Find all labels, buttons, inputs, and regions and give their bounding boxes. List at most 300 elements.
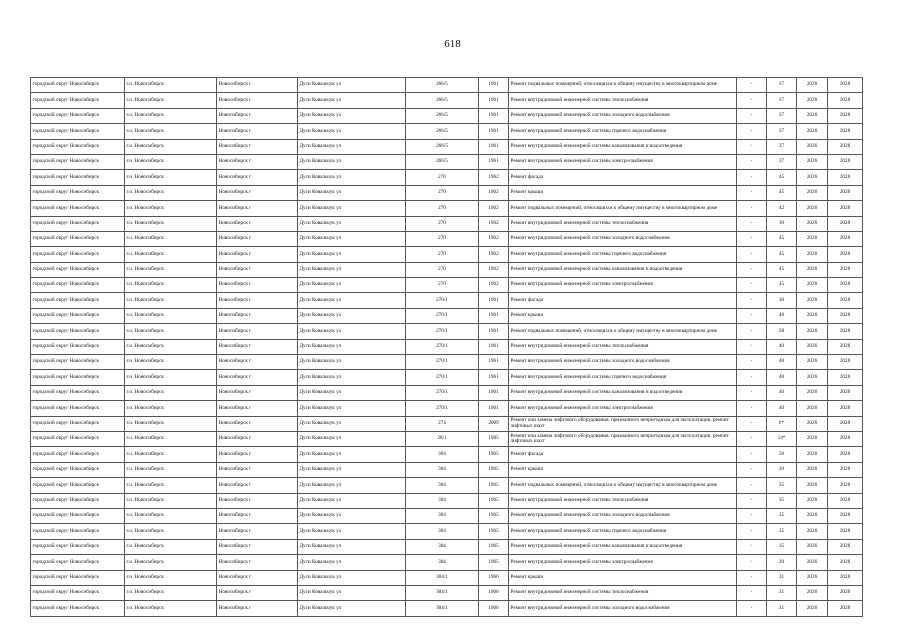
work-type-cell: Ремонт фасада — [509, 447, 737, 462]
dash-cell: - — [737, 355, 767, 370]
street-cell: Дуси Ковальчук ул — [298, 447, 406, 462]
municipality-cell: г.о. Новосибирск — [125, 447, 217, 462]
start-year-cell: 2026 — [797, 293, 828, 308]
value-cell: 45 — [767, 170, 797, 185]
table-row — [31, 324, 863, 339]
district-cell: городской округ Новосибирск — [31, 247, 125, 262]
street-cell: Дуси Ковальчук ул — [298, 154, 406, 169]
build-year-cell: 1961 — [479, 401, 509, 416]
table-row — [31, 139, 863, 154]
build-year-cell: 1961 — [479, 93, 509, 108]
city-cell: Новосибирск г — [217, 555, 298, 570]
city-cell: Новосибирск г — [217, 124, 298, 139]
end-year-cell: 2028 — [828, 555, 863, 570]
street-cell: Дуси Ковальчук ул — [298, 585, 406, 600]
municipality-cell: г.о. Новосибирск — [125, 416, 217, 431]
house-number-cell: 266/5 — [406, 154, 479, 169]
work-type-cell: Ремонт крыши — [509, 462, 737, 477]
street-cell: Дуси Ковальчук ул — [298, 324, 406, 339]
city-cell: Новосибирск г — [217, 139, 298, 154]
municipality-cell: г.о. Новосибирск — [125, 370, 217, 385]
work-type-cell: Ремонт крыши — [509, 570, 737, 585]
dash-cell: - — [737, 124, 767, 139]
start-year-cell: 2026 — [797, 185, 828, 200]
municipality-cell: г.о. Новосибирск — [125, 478, 217, 493]
table-row — [31, 401, 863, 416]
end-year-cell: 2028 — [828, 539, 863, 554]
dash-cell: - — [737, 539, 767, 554]
build-year-cell: 1962 — [479, 247, 509, 262]
start-year-cell: 2026 — [797, 78, 828, 93]
end-year-cell: 2028 — [828, 308, 863, 323]
dash-cell: - — [737, 370, 767, 385]
build-year-cell: 1962 — [479, 170, 509, 185]
build-year-cell: 2009 — [479, 416, 509, 431]
city-cell: Новосибирск г — [217, 447, 298, 462]
city-cell: Новосибирск г — [217, 154, 298, 169]
house-number-cell: 274 — [406, 416, 479, 431]
value-cell: 37 — [767, 154, 797, 169]
city-cell: Новосибирск г — [217, 262, 298, 277]
house-number-cell: 270 — [406, 231, 479, 246]
dash-cell: - — [737, 293, 767, 308]
work-type-cell: Ремонт подвальных помещений, относящихся к общему имуществу в многоквартирном доме — [509, 201, 737, 216]
build-year-cell: 1961 — [479, 308, 509, 323]
build-year-cell: 1961 — [479, 339, 509, 354]
district-cell: городской округ Новосибирск — [31, 124, 125, 139]
city-cell: Новосибирск г — [217, 339, 298, 354]
build-year-cell: 1962 — [479, 185, 509, 200]
build-year-cell: 1961 — [479, 370, 509, 385]
house-number-cell: 304 — [406, 493, 479, 508]
street-cell: Дуси Ковальчук ул — [298, 108, 406, 123]
end-year-cell: 2028 — [828, 324, 863, 339]
start-year-cell: 2026 — [797, 493, 828, 508]
table-row — [31, 93, 863, 108]
street-cell: Дуси Ковальчук ул — [298, 185, 406, 200]
work-type-cell: Ремонт внутридомовой инженерной системы электроснабжения — [509, 278, 737, 293]
city-cell: Новосибирск г — [217, 401, 298, 416]
dash-cell: - — [737, 585, 767, 600]
house-number-cell: 270 — [406, 216, 479, 231]
value-cell: 40 — [767, 339, 797, 354]
start-year-cell: 2026 — [797, 555, 828, 570]
start-year-cell: 2026 — [797, 370, 828, 385]
district-cell: городской округ Новосибирск — [31, 262, 125, 277]
value-cell: 20 — [767, 555, 797, 570]
municipality-cell: г.о. Новосибирск — [125, 201, 217, 216]
district-cell: городской округ Новосибирск — [31, 108, 125, 123]
street-cell: Дуси Ковальчук ул — [298, 170, 406, 185]
work-type-cell: Ремонт подвальных помещений, относящихся к общему имуществу в многоквартирном доме — [509, 478, 737, 493]
value-cell: 38 — [767, 324, 797, 339]
table-row — [31, 278, 863, 293]
build-year-cell: 1961 — [479, 355, 509, 370]
house-number-cell: 270/1 — [406, 293, 479, 308]
end-year-cell: 2028 — [828, 508, 863, 523]
table-row — [31, 601, 863, 616]
street-cell: Дуси Ковальчук ул — [298, 247, 406, 262]
build-year-cell: 1965 — [479, 447, 509, 462]
district-cell: городской округ Новосибирск — [31, 524, 125, 539]
end-year-cell: 2028 — [828, 78, 863, 93]
start-year-cell: 2026 — [797, 216, 828, 231]
street-cell: Дуси Ковальчук ул — [298, 539, 406, 554]
street-cell: Дуси Ковальчук ул — [298, 78, 406, 93]
municipality-cell: г.о. Новосибирск — [125, 170, 217, 185]
house-number-cell: 304 — [406, 508, 479, 523]
value-cell: 20 — [767, 447, 797, 462]
street-cell: Дуси Ковальчук ул — [298, 524, 406, 539]
street-cell: Дуси Ковальчук ул — [298, 355, 406, 370]
city-cell: Новосибирск г — [217, 585, 298, 600]
city-cell: Новосибирск г — [217, 78, 298, 93]
value-cell: 40 — [767, 385, 797, 400]
city-cell: Новосибирск г — [217, 278, 298, 293]
start-year-cell: 2026 — [797, 478, 828, 493]
municipality-cell: г.о. Новосибирск — [125, 154, 217, 169]
start-year-cell: 2026 — [797, 231, 828, 246]
city-cell: Новосибирск г — [217, 216, 298, 231]
table-row — [31, 416, 863, 431]
work-type-cell: Ремонт внутридомовой инженерной системы горячего водоснабжения — [509, 247, 737, 262]
house-number-cell: 270/1 — [406, 355, 479, 370]
start-year-cell: 2026 — [797, 108, 828, 123]
street-cell: Дуси Ковальчук ул — [298, 93, 406, 108]
start-year-cell: 2026 — [797, 139, 828, 154]
value-cell: 35 — [767, 478, 797, 493]
city-cell: Новосибирск г — [217, 539, 298, 554]
work-type-cell: Ремонт крыши — [509, 185, 737, 200]
house-number-cell: 266/5 — [406, 78, 479, 93]
dash-cell: - — [737, 247, 767, 262]
city-cell: Новосибирск г — [217, 570, 298, 585]
end-year-cell: 2028 — [828, 401, 863, 416]
house-number-cell: 266/5 — [406, 108, 479, 123]
street-cell: Дуси Ковальчук ул — [298, 231, 406, 246]
municipality-cell: г.о. Новосибирск — [125, 493, 217, 508]
street-cell: Дуси Ковальчук ул — [298, 370, 406, 385]
work-type-cell: Ремонт внутридомовой инженерной системы теплоснабжения — [509, 93, 737, 108]
end-year-cell: 2028 — [828, 108, 863, 123]
table-row — [31, 154, 863, 169]
build-year-cell: 1961 — [479, 139, 509, 154]
district-cell: городской округ Новосибирск — [31, 154, 125, 169]
start-year-cell: 2026 — [797, 201, 828, 216]
municipality-cell: г.о. Новосибирск — [125, 601, 217, 616]
district-cell: городской округ Новосибирск — [31, 416, 125, 431]
start-year-cell: 2026 — [797, 508, 828, 523]
build-year-cell: 1965 — [479, 539, 509, 554]
house-number-cell: 266/5 — [406, 124, 479, 139]
city-cell: Новосибирск г — [217, 493, 298, 508]
municipality-cell: г.о. Новосибирск — [125, 431, 217, 446]
table-row — [31, 231, 863, 246]
municipality-cell: г.о. Новосибирск — [125, 539, 217, 554]
street-cell: Дуси Ковальчук ул — [298, 262, 406, 277]
district-cell: городской округ Новосибирск — [31, 493, 125, 508]
dash-cell: - — [737, 93, 767, 108]
district-cell: городской округ Новосибирск — [31, 139, 125, 154]
municipality-cell: г.о. Новосибирск — [125, 139, 217, 154]
start-year-cell: 2026 — [797, 585, 828, 600]
district-cell: городской округ Новосибирск — [31, 339, 125, 354]
value-cell: 14* — [767, 431, 797, 446]
municipality-cell: г.о. Новосибирск — [125, 124, 217, 139]
dash-cell: - — [737, 139, 767, 154]
street-cell: Дуси Ковальчук ул — [298, 508, 406, 523]
start-year-cell: 2026 — [797, 401, 828, 416]
dash-cell: - — [737, 231, 767, 246]
house-number-cell: 270/1 — [406, 324, 479, 339]
dash-cell: - — [737, 385, 767, 400]
build-year-cell: 1961 — [479, 108, 509, 123]
work-type-cell: Ремонт внутридомовой инженерной системы электроснабжения — [509, 555, 737, 570]
work-type-cell: Ремонт внутридомовой инженерной системы канализования и водоотведения — [509, 139, 737, 154]
work-type-cell: Ремонт или замена лифтового оборудования, признанного непригодным для эксплуатации, ремонт лифтовых шахт — [509, 416, 737, 431]
street-cell: Дуси Ковальчук ул — [298, 216, 406, 231]
house-number-cell: 304 — [406, 462, 479, 477]
district-cell: городской округ Новосибирск — [31, 93, 125, 108]
table-row — [31, 555, 863, 570]
house-number-cell: 270 — [406, 247, 479, 262]
dash-cell: - — [737, 262, 767, 277]
build-year-cell: 1966 — [479, 570, 509, 585]
end-year-cell: 2028 — [828, 293, 863, 308]
house-number-cell: 270 — [406, 170, 479, 185]
city-cell: Новосибирск г — [217, 416, 298, 431]
build-year-cell: 1985 — [479, 431, 509, 446]
municipality-cell: г.о. Новосибирск — [125, 278, 217, 293]
end-year-cell: 2028 — [828, 139, 863, 154]
street-cell: Дуси Ковальчук ул — [298, 339, 406, 354]
district-cell: городской округ Новосибирск — [31, 570, 125, 585]
start-year-cell: 2026 — [797, 431, 828, 446]
table-row — [31, 370, 863, 385]
municipality-cell: г.о. Новосибирск — [125, 216, 217, 231]
build-year-cell: 1965 — [479, 555, 509, 570]
street-cell: Дуси Ковальчук ул — [298, 124, 406, 139]
district-cell: городской округ Новосибирск — [31, 555, 125, 570]
municipality-cell: г.о. Новосибирск — [125, 524, 217, 539]
street-cell: Дуси Ковальчук ул — [298, 201, 406, 216]
street-cell: Дуси Ковальчук ул — [298, 478, 406, 493]
work-type-cell: Ремонт внутридомовой инженерной системы холодного водоснабжения — [509, 508, 737, 523]
end-year-cell: 2028 — [828, 370, 863, 385]
table-row — [31, 447, 863, 462]
dash-cell: - — [737, 201, 767, 216]
table-row — [31, 524, 863, 539]
district-cell: городской округ Новосибирск — [31, 308, 125, 323]
value-cell: 31 — [767, 601, 797, 616]
value-cell: 40 — [767, 355, 797, 370]
city-cell: Новосибирск г — [217, 385, 298, 400]
street-cell: Дуси Ковальчук ул — [298, 555, 406, 570]
value-cell: 37 — [767, 93, 797, 108]
district-cell: городской округ Новосибирск — [31, 231, 125, 246]
value-cell: 40 — [767, 308, 797, 323]
end-year-cell: 2028 — [828, 570, 863, 585]
district-cell: городской округ Новосибирск — [31, 293, 125, 308]
district-cell: городской округ Новосибирск — [31, 355, 125, 370]
district-cell: городской округ Новосибирск — [31, 431, 125, 446]
value-cell: 35 — [767, 539, 797, 554]
build-year-cell: 1962 — [479, 231, 509, 246]
district-cell: городской округ Новосибирск — [31, 201, 125, 216]
table-row — [31, 201, 863, 216]
district-cell: городской округ Новосибирск — [31, 401, 125, 416]
capital-repair-table — [30, 77, 863, 617]
work-type-cell: Ремонт фасада — [509, 170, 737, 185]
build-year-cell: 1961 — [479, 124, 509, 139]
end-year-cell: 2028 — [828, 478, 863, 493]
build-year-cell: 1961 — [479, 385, 509, 400]
build-year-cell: 1962 — [479, 216, 509, 231]
house-number-cell: 304 — [406, 478, 479, 493]
end-year-cell: 2028 — [828, 216, 863, 231]
table-row — [31, 539, 863, 554]
dash-cell: - — [737, 570, 767, 585]
build-year-cell: 1965 — [479, 462, 509, 477]
table-row — [31, 308, 863, 323]
build-year-cell: 1966 — [479, 601, 509, 616]
value-cell: 37 — [767, 78, 797, 93]
dash-cell: - — [737, 524, 767, 539]
municipality-cell: г.о. Новосибирск — [125, 108, 217, 123]
street-cell: Дуси Ковальчук ул — [298, 462, 406, 477]
dash-cell: - — [737, 431, 767, 446]
build-year-cell: 1965 — [479, 493, 509, 508]
table-row — [31, 185, 863, 200]
table-row — [31, 493, 863, 508]
start-year-cell: 2026 — [797, 385, 828, 400]
house-number-cell: 270/1 — [406, 370, 479, 385]
city-cell: Новосибирск г — [217, 508, 298, 523]
city-cell: Новосибирск г — [217, 201, 298, 216]
value-cell: 37 — [767, 139, 797, 154]
end-year-cell: 2028 — [828, 431, 863, 446]
table-row — [31, 108, 863, 123]
work-type-cell: Ремонт внутридомовой инженерной системы теплоснабжения — [509, 339, 737, 354]
end-year-cell: 2028 — [828, 355, 863, 370]
municipality-cell: г.о. Новосибирск — [125, 185, 217, 200]
district-cell: городской округ Новосибирск — [31, 216, 125, 231]
house-number-cell: 304 — [406, 524, 479, 539]
dash-cell: - — [737, 216, 767, 231]
work-type-cell: Ремонт внутридомовой инженерной системы горячего водоснабжения — [509, 524, 737, 539]
district-cell: городской округ Новосибирск — [31, 370, 125, 385]
dash-cell: - — [737, 401, 767, 416]
city-cell: Новосибирск г — [217, 293, 298, 308]
work-type-cell: Ремонт внутридомовой инженерной системы теплоснабжения — [509, 493, 737, 508]
district-cell: городской округ Новосибирск — [31, 278, 125, 293]
start-year-cell: 2026 — [797, 262, 828, 277]
end-year-cell: 2028 — [828, 585, 863, 600]
district-cell: городской округ Новосибирск — [31, 601, 125, 616]
municipality-cell: г.о. Новосибирск — [125, 555, 217, 570]
house-number-cell: 304 — [406, 447, 479, 462]
house-number-cell: 304/1 — [406, 601, 479, 616]
municipality-cell: г.о. Новосибирск — [125, 247, 217, 262]
value-cell: 45 — [767, 278, 797, 293]
dash-cell: - — [737, 185, 767, 200]
start-year-cell: 2026 — [797, 416, 828, 431]
work-type-cell: Ремонт подвальных помещений, относящихся к общему имуществу в многоквартирном доме — [509, 324, 737, 339]
table-row — [31, 339, 863, 354]
dash-cell: - — [737, 108, 767, 123]
city-cell: Новосибирск г — [217, 308, 298, 323]
municipality-cell: г.о. Новосибирск — [125, 339, 217, 354]
dash-cell: - — [737, 601, 767, 616]
build-year-cell: 1961 — [479, 78, 509, 93]
value-cell: 37 — [767, 108, 797, 123]
value-cell: 20 — [767, 462, 797, 477]
start-year-cell: 2026 — [797, 339, 828, 354]
start-year-cell: 2026 — [797, 93, 828, 108]
district-cell: городской округ Новосибирск — [31, 539, 125, 554]
street-cell: Дуси Ковальчук ул — [298, 139, 406, 154]
work-type-cell: Ремонт внутридомовой инженерной системы горячего водоснабжения — [509, 370, 737, 385]
start-year-cell: 2026 — [797, 447, 828, 462]
house-number-cell: 270/1 — [406, 339, 479, 354]
end-year-cell: 2028 — [828, 493, 863, 508]
city-cell: Новосибирск г — [217, 324, 298, 339]
municipality-cell: г.о. Новосибирск — [125, 585, 217, 600]
municipality-cell: г.о. Новосибирск — [125, 385, 217, 400]
value-cell: 40 — [767, 370, 797, 385]
house-number-cell: 304/1 — [406, 585, 479, 600]
end-year-cell: 2028 — [828, 447, 863, 462]
street-cell: Дуси Ковальчук ул — [298, 401, 406, 416]
city-cell: Новосибирск г — [217, 108, 298, 123]
table-row — [31, 570, 863, 585]
work-type-cell: Ремонт внутридомовой инженерной системы холодного водоснабжения — [509, 108, 737, 123]
value-cell: 30 — [767, 293, 797, 308]
end-year-cell: 2028 — [828, 247, 863, 262]
district-cell: городской округ Новосибирск — [31, 185, 125, 200]
work-type-cell: Ремонт внутридомовой инженерной системы холодного водоснабжения — [509, 601, 737, 616]
value-cell: 45 — [767, 231, 797, 246]
district-cell: городской округ Новосибирск — [31, 478, 125, 493]
dash-cell: - — [737, 278, 767, 293]
municipality-cell: г.о. Новосибирск — [125, 324, 217, 339]
build-year-cell: 1961 — [479, 324, 509, 339]
end-year-cell: 2028 — [828, 339, 863, 354]
dash-cell: - — [737, 170, 767, 185]
work-type-cell: Ремонт подвальных помещений, относящихся к общему имуществу в многоквартирном доме — [509, 78, 737, 93]
value-cell: 45 — [767, 247, 797, 262]
district-cell: городской округ Новосибирск — [31, 447, 125, 462]
build-year-cell: 1965 — [479, 508, 509, 523]
city-cell: Новосибирск г — [217, 431, 298, 446]
build-year-cell: 1961 — [479, 293, 509, 308]
street-cell: Дуси Ковальчук ул — [298, 416, 406, 431]
table-row — [31, 262, 863, 277]
start-year-cell: 2026 — [797, 170, 828, 185]
municipality-cell: г.о. Новосибирск — [125, 293, 217, 308]
table-row — [31, 462, 863, 477]
street-cell: Дуси Ковальчук ул — [298, 308, 406, 323]
value-cell: 42 — [767, 201, 797, 216]
house-number-cell: 266/5 — [406, 93, 479, 108]
work-type-cell: Ремонт внутридомовой инженерной системы теплоснабжения — [509, 216, 737, 231]
table-row — [31, 247, 863, 262]
city-cell: Новосибирск г — [217, 185, 298, 200]
street-cell: Дуси Ковальчук ул — [298, 493, 406, 508]
municipality-cell: г.о. Новосибирск — [125, 93, 217, 108]
house-number-cell: 270/1 — [406, 401, 479, 416]
end-year-cell: 2028 — [828, 201, 863, 216]
